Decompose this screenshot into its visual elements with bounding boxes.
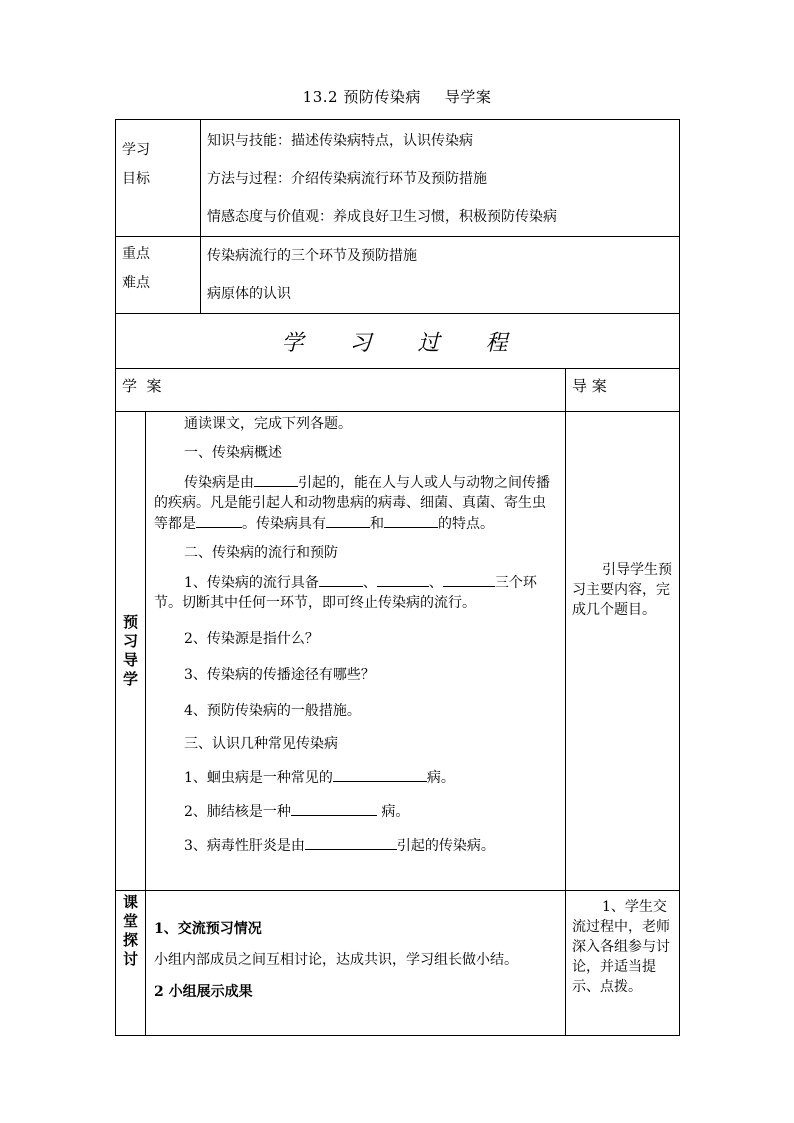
paragraph-definition: 传染病是由 引起的，能在人与人或人与动物之间传播的疾病。凡是能引起人和动物患病的病毒、细菌、真菌、寄生虫等都是 。传染病具有 和 的特点。	[154, 472, 557, 534]
question-item: 3、传染病的传播途径有哪些？	[184, 667, 375, 683]
preview-content	[146, 412, 566, 891]
answer-blank[interactable]	[291, 801, 377, 816]
title-sub: 导学案	[444, 88, 492, 106]
column-header-right: 导 案	[566, 369, 680, 412]
objectives-label: 学习 目标	[116, 120, 201, 237]
question-item: 1、蛔虫病是一种常见的 病。	[154, 767, 557, 788]
discussion-content	[146, 891, 566, 1036]
key-points-label: 重点 难点	[116, 237, 201, 314]
discussion-step-heading: 1、交流预习情况	[154, 921, 262, 937]
answer-blank[interactable]	[326, 513, 370, 528]
section-heading: 三、认识几种常见传染病	[184, 736, 338, 752]
discussion-label: 课 堂 探 讨	[116, 891, 146, 1036]
question-item: 2、肺结核是一种 病。	[154, 801, 557, 822]
key-point-item: 病原体的认识	[207, 286, 291, 302]
question-item: 4、预防传染病的一般措施。	[184, 703, 361, 719]
question-item: 1、传染病的流行具备 、 、 三个环节。切断其中任何一环节，即可终止传染病的流行。	[154, 572, 557, 613]
question-item: 3、病毒性肝炎是由 引起的传染病。	[154, 835, 557, 856]
discussion-guide: 1、学生交流过程中，老师深入各组参与讨论，并适当提示、点拨。	[566, 891, 680, 1036]
answer-blank[interactable]	[196, 513, 242, 528]
preview-guide: 引导学生预习主要内容，完成几个题目。	[566, 412, 680, 891]
key-point-item: 传染病流行的三个环节及预防措施	[207, 248, 417, 264]
question-item: 2、传染源是指什么？	[184, 631, 319, 647]
answer-blank[interactable]	[333, 767, 427, 782]
section-heading: 二、传染病的流行和预防	[184, 545, 338, 561]
preview-label: 预 习 导 学	[116, 412, 146, 891]
objectives-row	[116, 120, 680, 237]
lesson-plan-table	[115, 119, 680, 1036]
key-points-content	[201, 237, 680, 314]
page-title	[0, 86, 794, 107]
process-heading: 学习过程	[116, 314, 680, 369]
discussion-step-text: 小组内部成员之间互相讨论，达成共识，学习组长做小结。	[154, 952, 518, 968]
answer-blank[interactable]	[305, 835, 397, 850]
section-heading: 一、传染病概述	[184, 445, 282, 461]
answer-blank[interactable]	[377, 572, 429, 587]
key-points-row	[116, 237, 680, 314]
answer-blank[interactable]	[443, 572, 495, 587]
objective-item: 情感态度与价值观：养成良好卫生习惯，积极预防传染病	[207, 209, 557, 225]
preview-row	[116, 412, 680, 891]
answer-blank[interactable]	[319, 572, 363, 587]
title-main: 13.2 预防传染病	[302, 88, 421, 106]
column-header-left: 学 案	[116, 369, 566, 412]
answer-blank[interactable]	[384, 513, 438, 528]
objective-item: 知识与技能：描述传染病特点，认识传染病	[207, 133, 473, 149]
column-header-row	[116, 369, 680, 412]
answer-blank[interactable]	[254, 472, 298, 487]
discussion-row	[116, 891, 680, 1036]
objectives-content	[201, 120, 680, 237]
objective-item: 方法与过程：介绍传染病流行环节及预防措施	[207, 171, 487, 187]
discussion-step-heading: 2 小组展示成果	[154, 984, 253, 1000]
process-heading-row	[116, 314, 680, 369]
preview-intro: 通读课文，完成下列各题。	[184, 416, 352, 432]
